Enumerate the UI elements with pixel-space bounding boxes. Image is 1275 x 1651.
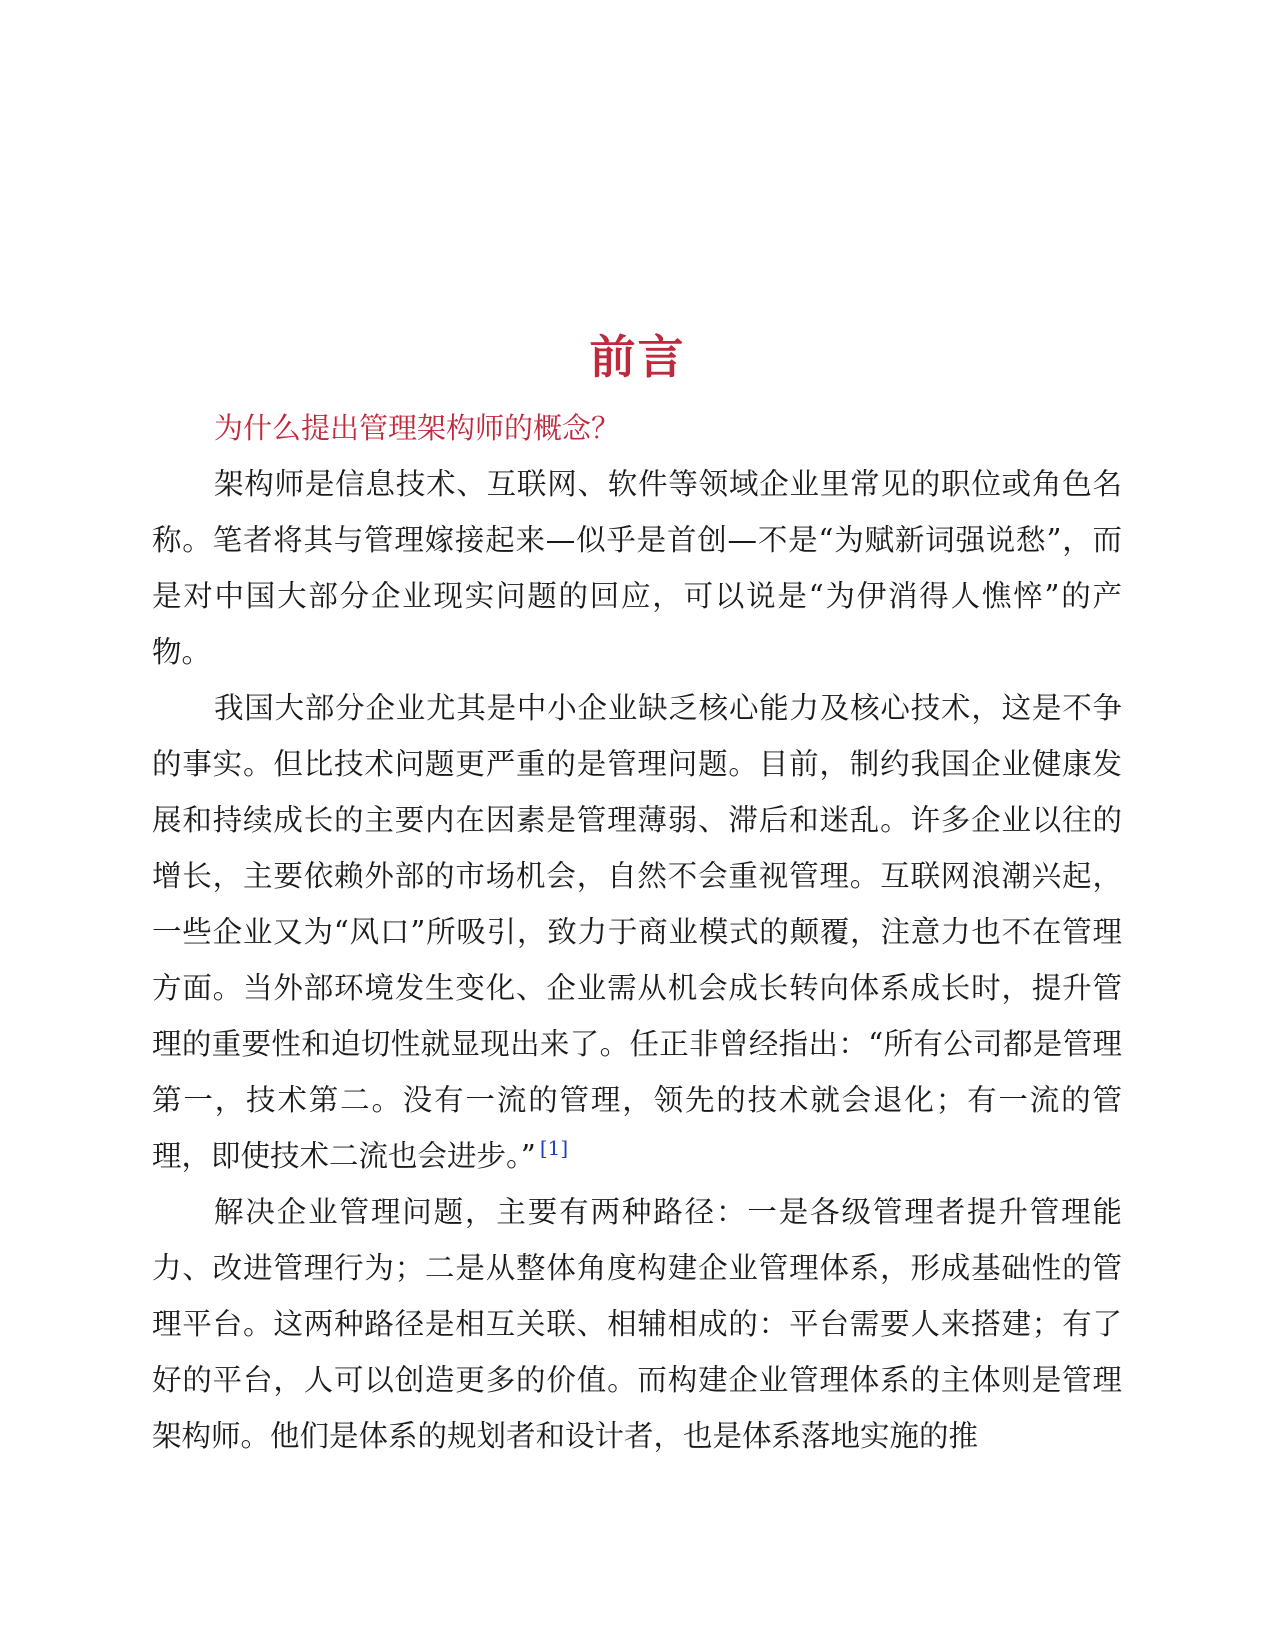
paragraph-2-text: 我国大部分企业尤其是中小企业缺乏核心能力及核心技术，这是不争的事实。但比技术问题更严重的是管理问题。目前，制约我国企业健康发展和持续成长的主要内在因素是管理薄弱、滞后和迷乱。许多企业以往的增长，主要依赖外部的市场机会，自然不会重视管理。互联网浪潮兴起，一些企业又为“风口”所吸引，致力于商业模式的颠覆，注意力也不在管理方面。当外部环境发生变化、企业需从机会成长转向体系成长时，提升管理的重要性和迫切性就显现出来了。任正非曾经指出：“所有公司都是管理第一，技术第二。没有一流的管理，领先的技术就会退化；有一流的管理，即使技术二流也会进步。” (152, 691, 1122, 1173)
paragraph-2 (152, 680, 1122, 1184)
section-subheading: 为什么提出管理架构师的概念？ (214, 411, 621, 445)
paragraph-1 (152, 456, 1122, 680)
footnote-link[interactable]: [1] (539, 1136, 569, 1161)
page-title: 前言 (589, 329, 686, 384)
paragraph-3 (152, 1184, 1122, 1464)
document-body (152, 400, 1122, 1464)
paragraph-1-text: 架构师是信息技术、互联网、软件等领域企业里常见的职位或角色名称。笔者将其与管理嫁接起来—似乎是首创—不是“为赋新词强说愁”，而是对中国大部分企业现实问题的回应，可以说是“为伊消得人憔悴”的产物。 (152, 467, 1122, 669)
paragraph-3-text: 解决企业管理问题，主要有两种路径：一是各级管理者提升管理能力、改进管理行为；二是从整体角度构建企业管理体系，形成基础性的管理平台。这两种路径是相互关联、相辅相成的：平台需要人来搭建；有了好的平台，人可以创造更多的价值。而构建企业管理体系的主体则是管理架构师。他们是体系的规划者和设计者，也是体系落地实施的推 (152, 1195, 1122, 1453)
